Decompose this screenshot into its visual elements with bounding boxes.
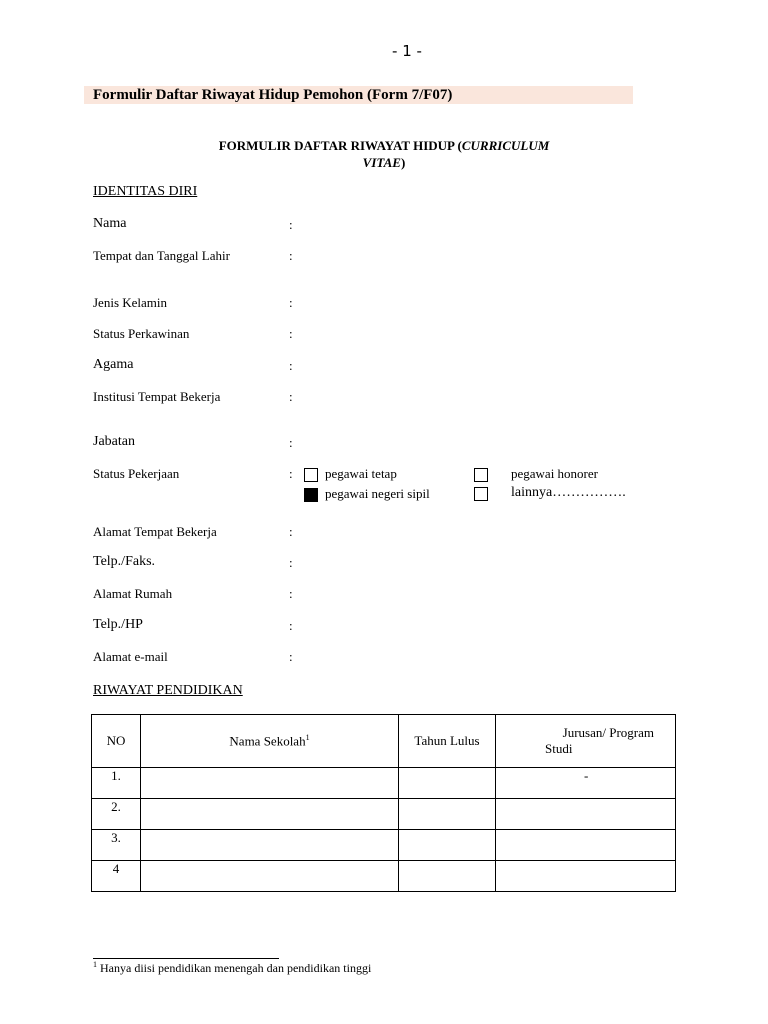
- cell-jurusan[interactable]: [496, 799, 676, 830]
- option-label-pegawai-honorer: pegawai honorer: [511, 466, 598, 481]
- field-label-status-pekerjaan: Status Pekerjaan: [93, 466, 180, 481]
- field-label-alamat-rumah: Alamat Rumah: [93, 586, 173, 601]
- checkbox-pegawai-tetap[interactable]: [304, 468, 318, 482]
- table-row: [92, 799, 676, 830]
- field-label-telp-hp: Telp./HP: [93, 617, 143, 632]
- field-label-jenis-kelamin: Jenis Kelamin: [93, 295, 168, 310]
- header-jurusan: [496, 715, 676, 768]
- cell-jurusan[interactable]: -: [496, 768, 676, 799]
- cell-tahun-lulus[interactable]: [399, 861, 496, 892]
- field-label-alamat-tempat-bekerja: Alamat Tempat Bekerja: [93, 524, 217, 539]
- cell-no: 3.: [92, 830, 141, 861]
- title-suffix: ): [400, 155, 406, 170]
- colon: :: [289, 295, 293, 310]
- cell-nama-sekolah[interactable]: [141, 799, 399, 830]
- footnote-separator: [93, 958, 279, 959]
- field-label-tempat-tanggal-lahir: Tempat dan Tanggal Lahir: [93, 248, 230, 263]
- identity-heading: IDENTITAS DIRI: [93, 184, 198, 199]
- colon: :: [289, 555, 293, 570]
- footnote: [93, 960, 371, 976]
- field-label-alamat-email: Alamat e-mail: [93, 649, 168, 664]
- cell-jurusan[interactable]: [496, 861, 676, 892]
- field-label-agama: Agama: [93, 357, 134, 372]
- field-label-institusi: Institusi Tempat Bekerja: [93, 389, 221, 404]
- document-title: [0, 137, 768, 171]
- header-tahun-lulus: Tahun Lulus: [399, 715, 496, 768]
- table-row: [92, 768, 676, 799]
- colon: :: [289, 389, 293, 404]
- field-label-nama: Nama: [93, 216, 127, 231]
- title-italic-2: VITAE: [362, 155, 401, 170]
- header-nama-sekolah: [141, 715, 399, 768]
- table-row: [92, 861, 676, 892]
- checkbox-pegawai-negeri-sipil[interactable]: [304, 488, 318, 502]
- colon: :: [289, 435, 293, 450]
- header-jurusan-line2: Studi: [545, 741, 573, 756]
- title-prefix: FORMULIR DAFTAR RIWAYAT HIDUP (: [218, 138, 462, 153]
- colon: :: [289, 524, 293, 539]
- cell-nama-sekolah[interactable]: [141, 861, 399, 892]
- option-label-lainnya: lainnya…………….: [511, 485, 626, 500]
- field-label-telp-faks: Telp./Faks.: [93, 554, 156, 569]
- header-nama-sekolah-label: Nama Sekolah: [229, 733, 306, 749]
- footnote-mark: 1: [305, 732, 310, 742]
- cell-tahun-lulus[interactable]: [399, 768, 496, 799]
- footnote-text: Hanya diisi pendidikan menengah dan pendidikan tinggi: [97, 961, 372, 975]
- header-jurusan-line1: Jurusan/ Program: [562, 725, 654, 740]
- cell-no: 1.: [92, 768, 141, 799]
- page-number: - 1 -: [392, 42, 422, 60]
- field-label-status-perkawinan: Status Perkawinan: [93, 326, 190, 341]
- colon: :: [289, 618, 293, 633]
- form-header: Formulir Daftar Riwayat Hidup Pemohon (Form 7/F07): [93, 87, 453, 103]
- colon: :: [289, 248, 293, 263]
- cell-tahun-lulus[interactable]: [399, 830, 496, 861]
- checkbox-lainnya[interactable]: [474, 487, 488, 501]
- colon: :: [289, 358, 293, 373]
- cell-no: 2.: [92, 799, 141, 830]
- title-italic-1: CURRICULUM: [461, 138, 550, 153]
- colon: :: [289, 466, 293, 481]
- option-label-pegawai-tetap: pegawai tetap: [325, 466, 397, 481]
- cell-nama-sekolah[interactable]: [141, 768, 399, 799]
- colon: :: [289, 217, 293, 232]
- education-heading: RIWAYAT PENDIDIKAN: [93, 683, 243, 698]
- colon: :: [289, 586, 293, 601]
- cell-nama-sekolah[interactable]: [141, 830, 399, 861]
- field-label-jabatan: Jabatan: [93, 434, 135, 449]
- colon: :: [289, 326, 293, 341]
- footnote-mark: 1: [93, 960, 97, 969]
- table-header-row: [92, 715, 676, 768]
- cell-tahun-lulus[interactable]: [399, 799, 496, 830]
- table-row: [92, 830, 676, 861]
- cell-jurusan[interactable]: [496, 830, 676, 861]
- cell-no: 4: [92, 861, 141, 892]
- header-no: NO: [92, 715, 141, 768]
- education-table: [91, 714, 676, 892]
- option-label-pegawai-negeri-sipil: pegawai negeri sipil: [325, 486, 430, 501]
- checkbox-pegawai-honorer[interactable]: [474, 468, 488, 482]
- colon: :: [289, 649, 293, 664]
